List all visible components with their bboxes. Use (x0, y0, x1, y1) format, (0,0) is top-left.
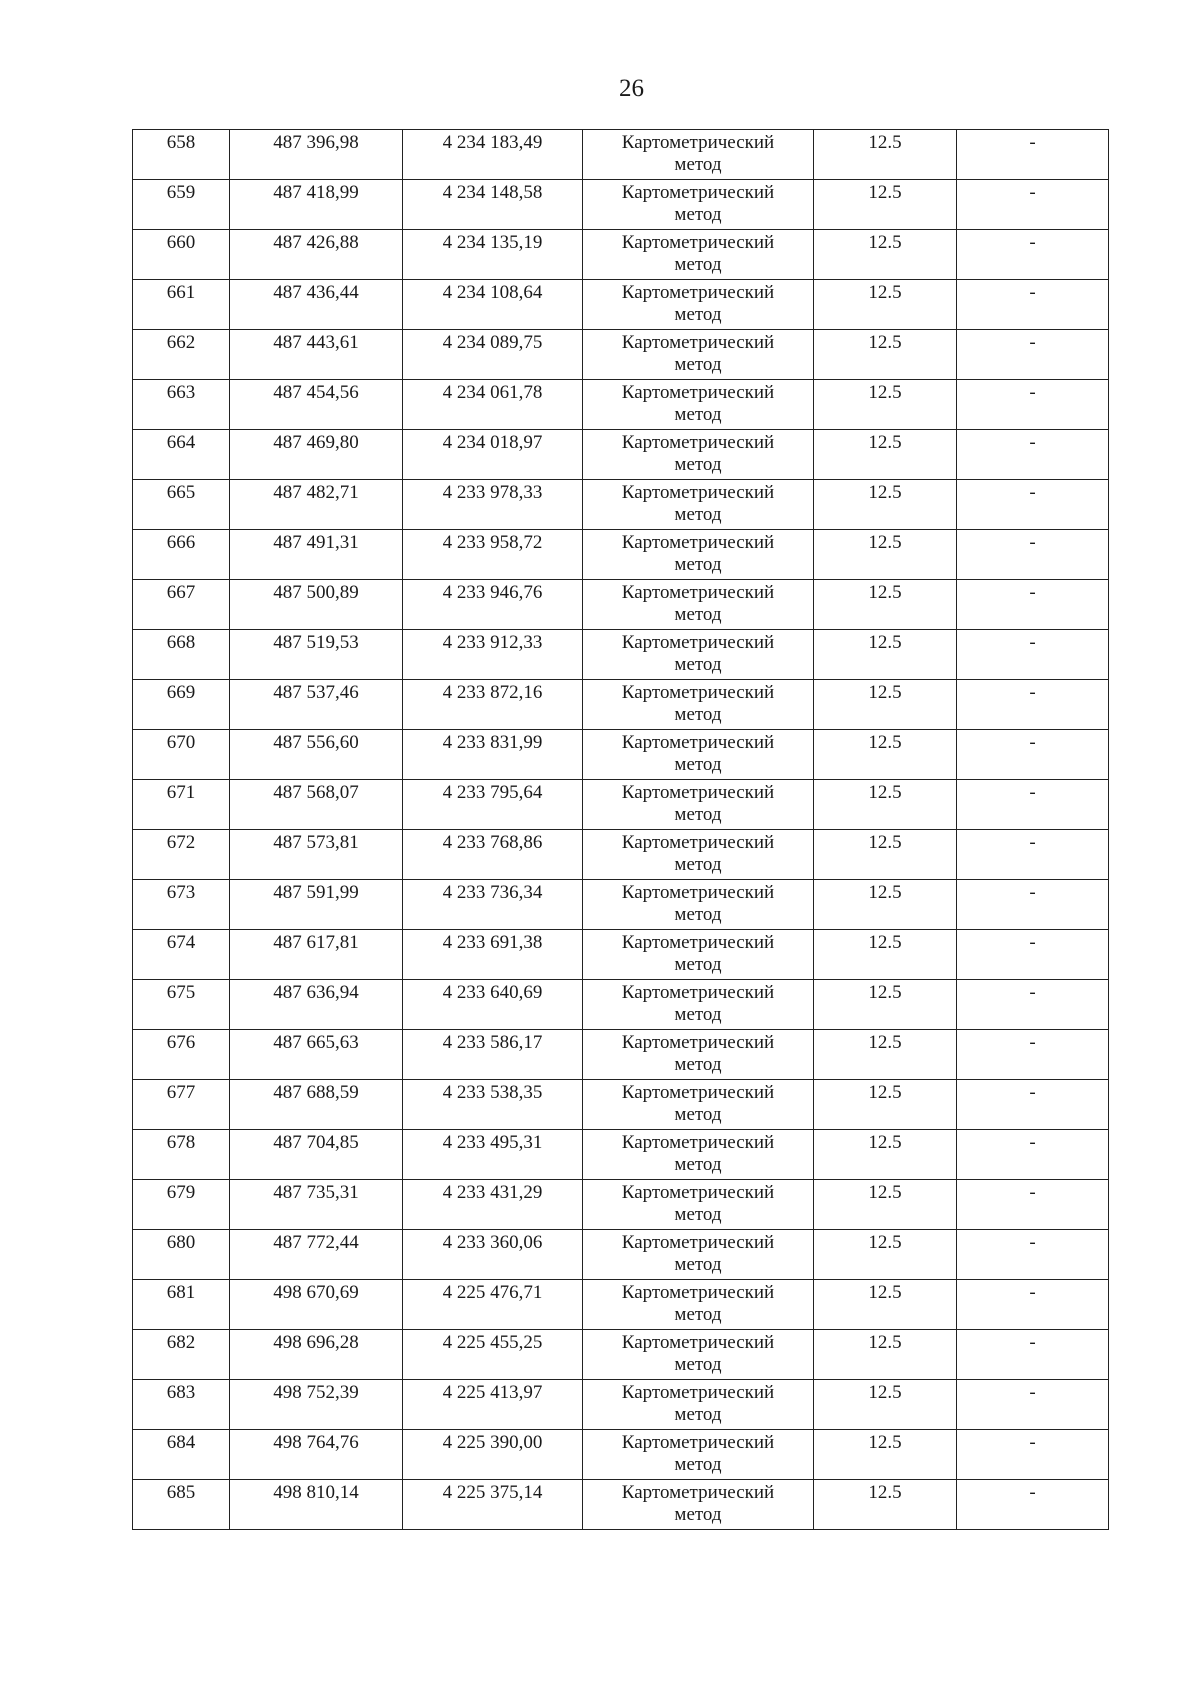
method-line-1: Картометрический (621, 182, 775, 203)
method-line-1: Картометрический (621, 1132, 775, 1153)
method-cell (583, 1230, 814, 1280)
method-cell (583, 1030, 814, 1080)
method-line-1: Картометрический (621, 132, 775, 153)
method-line-1: Картометрический (621, 682, 775, 703)
method-line-1: Картометрический (621, 1032, 775, 1053)
note-cell: - (957, 780, 1109, 830)
accuracy-cell: 12.5 (814, 330, 957, 380)
point-number-cell: 682 (133, 1330, 230, 1380)
method-line-1: Картометрический (621, 1232, 775, 1253)
x-coordinate-cell: 487 469,80 (230, 430, 403, 480)
method-cell (583, 830, 814, 880)
accuracy-cell: 12.5 (814, 730, 957, 780)
y-coordinate-cell: 4 233 872,16 (403, 680, 583, 730)
method-line-2: метод (674, 654, 722, 675)
method-line-1: Картометрический (621, 232, 775, 253)
method-line-2: метод (674, 804, 722, 825)
note-cell: - (957, 230, 1109, 280)
method-cell (583, 1180, 814, 1230)
accuracy-cell: 12.5 (814, 880, 957, 930)
accuracy-cell: 12.5 (814, 1330, 957, 1380)
y-coordinate-cell: 4 233 958,72 (403, 530, 583, 580)
x-coordinate-cell: 498 696,28 (230, 1330, 403, 1380)
method-line-1: Картометрический (621, 882, 775, 903)
method-cell (583, 430, 814, 480)
method-line-2: метод (674, 1354, 722, 1375)
note-cell: - (957, 330, 1109, 380)
method-line-2: метод (674, 554, 722, 575)
point-number-cell: 684 (133, 1430, 230, 1480)
y-coordinate-cell: 4 233 795,64 (403, 780, 583, 830)
point-number-cell: 685 (133, 1480, 230, 1530)
accuracy-cell: 12.5 (814, 230, 957, 280)
accuracy-cell: 12.5 (814, 430, 957, 480)
x-coordinate-cell: 487 396,98 (230, 130, 403, 180)
accuracy-cell: 12.5 (814, 630, 957, 680)
note-cell: - (957, 1380, 1109, 1430)
table-row (133, 230, 1109, 280)
note-cell: - (957, 1280, 1109, 1330)
y-coordinate-cell: 4 233 912,33 (403, 630, 583, 680)
method-line-1: Картометрический (621, 282, 775, 303)
method-line-2: метод (674, 454, 722, 475)
table-row (133, 1480, 1109, 1530)
x-coordinate-cell: 487 537,46 (230, 680, 403, 730)
table-row (133, 1180, 1109, 1230)
note-cell: - (957, 630, 1109, 680)
x-coordinate-cell: 487 500,89 (230, 580, 403, 630)
note-cell: - (957, 380, 1109, 430)
point-number-cell: 663 (133, 380, 230, 430)
method-cell (583, 1080, 814, 1130)
method-line-1: Картометрический (621, 832, 775, 853)
method-cell (583, 780, 814, 830)
method-cell (583, 380, 814, 430)
point-number-cell: 674 (133, 930, 230, 980)
method-cell (583, 730, 814, 780)
y-coordinate-cell: 4 233 640,69 (403, 980, 583, 1030)
y-coordinate-cell: 4 225 390,00 (403, 1430, 583, 1480)
accuracy-cell: 12.5 (814, 1130, 957, 1180)
method-line-1: Картометрический (621, 1282, 775, 1303)
point-number-cell: 670 (133, 730, 230, 780)
method-line-2: метод (674, 254, 722, 275)
method-cell (583, 1380, 814, 1430)
x-coordinate-cell: 487 454,56 (230, 380, 403, 430)
method-cell (583, 330, 814, 380)
y-coordinate-cell: 4 233 495,31 (403, 1130, 583, 1180)
method-line-2: метод (674, 304, 722, 325)
accuracy-cell: 12.5 (814, 280, 957, 330)
method-cell (583, 1130, 814, 1180)
point-number-cell: 667 (133, 580, 230, 630)
accuracy-cell: 12.5 (814, 1030, 957, 1080)
x-coordinate-cell: 487 568,07 (230, 780, 403, 830)
accuracy-cell: 12.5 (814, 180, 957, 230)
note-cell: - (957, 730, 1109, 780)
method-line-2: метод (674, 404, 722, 425)
method-cell (583, 180, 814, 230)
accuracy-cell: 12.5 (814, 580, 957, 630)
accuracy-cell: 12.5 (814, 780, 957, 830)
point-number-cell: 671 (133, 780, 230, 830)
x-coordinate-cell: 498 670,69 (230, 1280, 403, 1330)
method-cell (583, 530, 814, 580)
method-cell (583, 280, 814, 330)
note-cell: - (957, 130, 1109, 180)
y-coordinate-cell: 4 234 183,49 (403, 130, 583, 180)
method-line-2: метод (674, 1304, 722, 1325)
x-coordinate-cell: 498 752,39 (230, 1380, 403, 1430)
table-row (133, 430, 1109, 480)
method-line-2: метод (674, 504, 722, 525)
accuracy-cell: 12.5 (814, 1380, 957, 1430)
y-coordinate-cell: 4 233 946,76 (403, 580, 583, 630)
method-line-1: Картометрический (621, 432, 775, 453)
point-number-cell: 676 (133, 1030, 230, 1080)
coordinates-table-body (133, 130, 1109, 1530)
method-line-2: метод (674, 954, 722, 975)
method-cell (583, 1430, 814, 1480)
accuracy-cell: 12.5 (814, 130, 957, 180)
table-row (133, 780, 1109, 830)
point-number-cell: 664 (133, 430, 230, 480)
page-number: 26 (619, 75, 644, 102)
method-line-2: метод (674, 1004, 722, 1025)
note-cell: - (957, 1030, 1109, 1080)
method-line-1: Картометрический (621, 332, 775, 353)
point-number-cell: 666 (133, 530, 230, 580)
y-coordinate-cell: 4 234 148,58 (403, 180, 583, 230)
note-cell: - (957, 430, 1109, 480)
x-coordinate-cell: 487 482,71 (230, 480, 403, 530)
x-coordinate-cell: 487 443,61 (230, 330, 403, 380)
x-coordinate-cell: 487 772,44 (230, 1230, 403, 1280)
y-coordinate-cell: 4 233 431,29 (403, 1180, 583, 1230)
method-line-1: Картометрический (621, 1332, 775, 1353)
y-coordinate-cell: 4 233 691,38 (403, 930, 583, 980)
method-cell (583, 1330, 814, 1380)
x-coordinate-cell: 498 810,14 (230, 1480, 403, 1530)
note-cell: - (957, 980, 1109, 1030)
method-line-2: метод (674, 154, 722, 175)
note-cell: - (957, 680, 1109, 730)
y-coordinate-cell: 4 234 061,78 (403, 380, 583, 430)
method-cell (583, 980, 814, 1030)
table-row (133, 530, 1109, 580)
method-line-1: Картометрический (621, 782, 775, 803)
table-row (133, 830, 1109, 880)
note-cell: - (957, 480, 1109, 530)
point-number-cell: 672 (133, 830, 230, 880)
y-coordinate-cell: 4 233 736,34 (403, 880, 583, 930)
accuracy-cell: 12.5 (814, 530, 957, 580)
point-number-cell: 678 (133, 1130, 230, 1180)
x-coordinate-cell: 487 491,31 (230, 530, 403, 580)
point-number-cell: 679 (133, 1180, 230, 1230)
x-coordinate-cell: 487 556,60 (230, 730, 403, 780)
accuracy-cell: 12.5 (814, 980, 957, 1030)
accuracy-cell: 12.5 (814, 1280, 957, 1330)
table-row (133, 1030, 1109, 1080)
note-cell: - (957, 1080, 1109, 1130)
method-line-2: метод (674, 1154, 722, 1175)
method-cell (583, 130, 814, 180)
point-number-cell: 668 (133, 630, 230, 680)
method-line-1: Картометрический (621, 632, 775, 653)
note-cell: - (957, 880, 1109, 930)
point-number-cell: 662 (133, 330, 230, 380)
method-line-1: Картометрический (621, 582, 775, 603)
method-line-1: Картометрический (621, 1082, 775, 1103)
note-cell: - (957, 580, 1109, 630)
method-line-1: Картометрический (621, 982, 775, 1003)
y-coordinate-cell: 4 233 768,86 (403, 830, 583, 880)
y-coordinate-cell: 4 225 375,14 (403, 1480, 583, 1530)
method-line-2: метод (674, 1104, 722, 1125)
table-row (133, 1080, 1109, 1130)
method-cell (583, 880, 814, 930)
method-line-1: Картометрический (621, 1382, 775, 1403)
y-coordinate-cell: 4 225 476,71 (403, 1280, 583, 1330)
x-coordinate-cell: 498 764,76 (230, 1430, 403, 1480)
x-coordinate-cell: 487 426,88 (230, 230, 403, 280)
method-cell (583, 680, 814, 730)
method-line-2: метод (674, 854, 722, 875)
x-coordinate-cell: 487 665,63 (230, 1030, 403, 1080)
point-number-cell: 660 (133, 230, 230, 280)
y-coordinate-cell: 4 225 413,97 (403, 1380, 583, 1430)
x-coordinate-cell: 487 573,81 (230, 830, 403, 880)
table-row (133, 380, 1109, 430)
method-line-2: метод (674, 1054, 722, 1075)
y-coordinate-cell: 4 225 455,25 (403, 1330, 583, 1380)
x-coordinate-cell: 487 636,94 (230, 980, 403, 1030)
accuracy-cell: 12.5 (814, 1080, 957, 1130)
accuracy-cell: 12.5 (814, 680, 957, 730)
accuracy-cell: 12.5 (814, 1430, 957, 1480)
accuracy-cell: 12.5 (814, 1230, 957, 1280)
table-row (133, 1430, 1109, 1480)
method-line-1: Картометрический (621, 1432, 775, 1453)
method-line-2: метод (674, 1254, 722, 1275)
method-line-2: метод (674, 1504, 722, 1525)
note-cell: - (957, 530, 1109, 580)
method-line-2: метод (674, 754, 722, 775)
coordinates-table (132, 129, 1109, 1530)
x-coordinate-cell: 487 591,99 (230, 880, 403, 930)
y-coordinate-cell: 4 233 831,99 (403, 730, 583, 780)
note-cell: - (957, 1130, 1109, 1180)
table-row (133, 330, 1109, 380)
note-cell: - (957, 930, 1109, 980)
note-cell: - (957, 180, 1109, 230)
point-number-cell: 675 (133, 980, 230, 1030)
method-line-1: Картометрический (621, 932, 775, 953)
method-cell (583, 230, 814, 280)
table-row (133, 730, 1109, 780)
accuracy-cell: 12.5 (814, 480, 957, 530)
note-cell: - (957, 1230, 1109, 1280)
method-line-2: метод (674, 704, 722, 725)
table-row (133, 280, 1109, 330)
accuracy-cell: 12.5 (814, 830, 957, 880)
method-line-2: метод (674, 1204, 722, 1225)
y-coordinate-cell: 4 233 978,33 (403, 480, 583, 530)
point-number-cell: 658 (133, 130, 230, 180)
table-row (133, 1280, 1109, 1330)
point-number-cell: 665 (133, 480, 230, 530)
method-cell (583, 580, 814, 630)
method-line-1: Картометрический (621, 1182, 775, 1203)
method-line-2: метод (674, 204, 722, 225)
method-line-1: Картометрический (621, 732, 775, 753)
method-cell (583, 630, 814, 680)
note-cell: - (957, 1430, 1109, 1480)
table-row (133, 580, 1109, 630)
method-line-2: метод (674, 1404, 722, 1425)
y-coordinate-cell: 4 234 108,64 (403, 280, 583, 330)
method-line-2: метод (674, 1454, 722, 1475)
x-coordinate-cell: 487 519,53 (230, 630, 403, 680)
y-coordinate-cell: 4 233 538,35 (403, 1080, 583, 1130)
point-number-cell: 681 (133, 1280, 230, 1330)
table-row (133, 480, 1109, 530)
method-line-1: Картометрический (621, 1482, 775, 1503)
method-line-2: метод (674, 904, 722, 925)
y-coordinate-cell: 4 233 360,06 (403, 1230, 583, 1280)
table-row (133, 1330, 1109, 1380)
method-line-2: метод (674, 604, 722, 625)
method-cell (583, 1480, 814, 1530)
x-coordinate-cell: 487 436,44 (230, 280, 403, 330)
table-row (133, 180, 1109, 230)
note-cell: - (957, 1180, 1109, 1230)
method-cell (583, 930, 814, 980)
y-coordinate-cell: 4 234 018,97 (403, 430, 583, 480)
point-number-cell: 683 (133, 1380, 230, 1430)
method-cell (583, 1280, 814, 1330)
accuracy-cell: 12.5 (814, 380, 957, 430)
table-row (133, 1230, 1109, 1280)
x-coordinate-cell: 487 735,31 (230, 1180, 403, 1230)
table-row (133, 880, 1109, 930)
method-line-2: метод (674, 354, 722, 375)
point-number-cell: 661 (133, 280, 230, 330)
accuracy-cell: 12.5 (814, 1180, 957, 1230)
table-row (133, 630, 1109, 680)
table-row (133, 930, 1109, 980)
x-coordinate-cell: 487 617,81 (230, 930, 403, 980)
accuracy-cell: 12.5 (814, 1480, 957, 1530)
x-coordinate-cell: 487 688,59 (230, 1080, 403, 1130)
point-number-cell: 669 (133, 680, 230, 730)
y-coordinate-cell: 4 234 135,19 (403, 230, 583, 280)
note-cell: - (957, 1480, 1109, 1530)
x-coordinate-cell: 487 418,99 (230, 180, 403, 230)
method-line-1: Картометрический (621, 382, 775, 403)
table-row (133, 980, 1109, 1030)
table-row (133, 1130, 1109, 1180)
point-number-cell: 659 (133, 180, 230, 230)
y-coordinate-cell: 4 233 586,17 (403, 1030, 583, 1080)
method-cell (583, 480, 814, 530)
point-number-cell: 680 (133, 1230, 230, 1280)
method-line-1: Картометрический (621, 532, 775, 553)
x-coordinate-cell: 487 704,85 (230, 1130, 403, 1180)
table-row (133, 1380, 1109, 1430)
point-number-cell: 673 (133, 880, 230, 930)
table-row (133, 680, 1109, 730)
note-cell: - (957, 1330, 1109, 1380)
y-coordinate-cell: 4 234 089,75 (403, 330, 583, 380)
note-cell: - (957, 280, 1109, 330)
accuracy-cell: 12.5 (814, 930, 957, 980)
note-cell: - (957, 830, 1109, 880)
point-number-cell: 677 (133, 1080, 230, 1130)
table-row (133, 130, 1109, 180)
method-line-1: Картометрический (621, 482, 775, 503)
